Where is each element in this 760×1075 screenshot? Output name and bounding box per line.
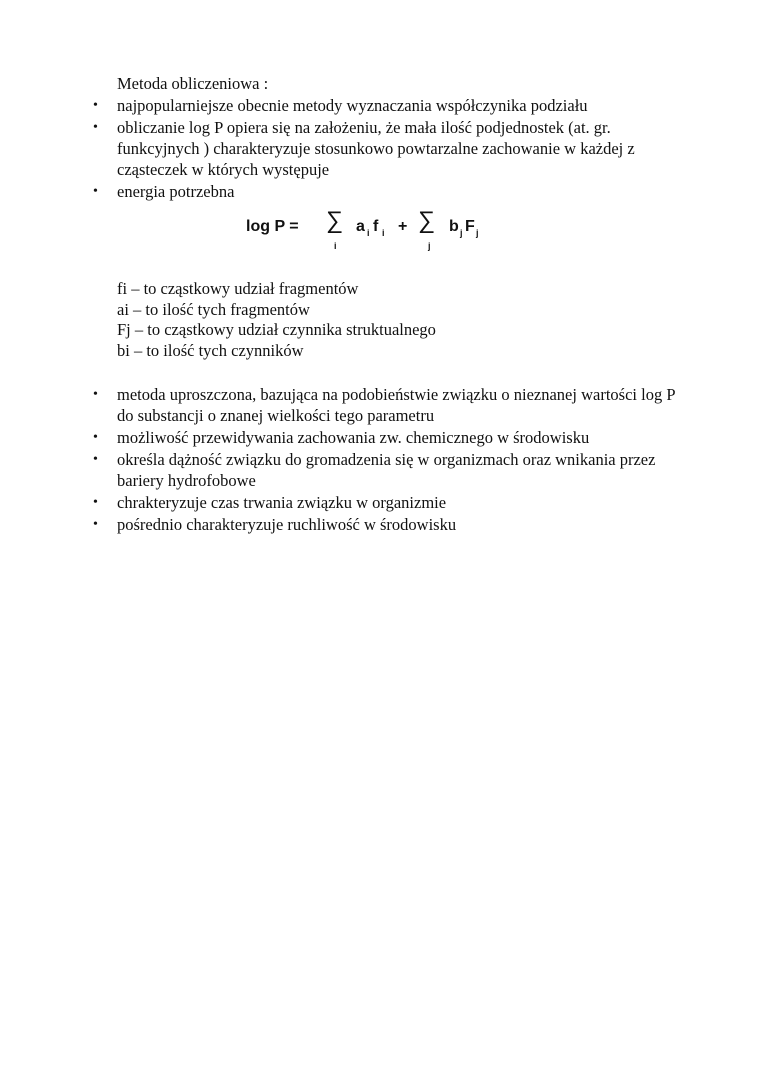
definition-line: fi – to cząstkowy udział fragmentów — [117, 279, 359, 298]
definition-line: Fj – to cząstkowy udział czynnika struktualnego — [117, 320, 436, 339]
list-item-text: metoda uproszczona, bazująca na podobieństwie związku o nieznanej wartości log P do substancji o znanej wielkości tego parametru — [117, 385, 675, 425]
list-item-text: chrakteryzuje czas trwania związku w organizmie — [117, 493, 447, 512]
bullet-icon: • — [93, 517, 98, 532]
term-f-subscript: i — [382, 228, 385, 238]
term-F: F — [465, 218, 475, 235]
formula-lhs: log P = — [246, 218, 299, 235]
list-item — [0, 427, 692, 448]
bullet-icon: • — [93, 120, 98, 135]
sum-index-i: i — [334, 241, 337, 251]
list-item-text: możliwość przewidywania zachowania zw. chemicznego w środowisku — [117, 428, 590, 447]
term-f: f — [373, 218, 379, 235]
bullet-icon: • — [93, 387, 98, 402]
list-item-text: najpopularniejsze obecnie metody wyznaczania współczynika podziału — [117, 96, 588, 115]
top-bullet-list — [0, 95, 760, 202]
term-a: a — [356, 218, 365, 235]
list-item — [0, 384, 692, 426]
list-item — [0, 449, 692, 491]
list-item-text: pośrednio charakteryzuje ruchliwość w środowisku — [117, 515, 457, 534]
definitions-block — [117, 279, 436, 361]
plus-sign: + — [398, 218, 408, 235]
definition-line: bi – to ilość tych czynników — [117, 340, 304, 360]
bullet-icon: • — [93, 452, 98, 467]
sum-sign-j: ∑ — [418, 207, 436, 234]
bullet-icon: • — [93, 184, 98, 199]
list-item — [0, 492, 692, 513]
bottom-bullet-list — [0, 384, 760, 535]
term-b: b — [449, 218, 459, 235]
bullet-icon: • — [93, 430, 98, 445]
term-a-subscript: i — [367, 228, 370, 238]
list-item — [0, 95, 692, 116]
term-b-subscript: j — [460, 228, 463, 238]
list-item-text: określa dążność związku do gromadzenia się w organizmach oraz wnikania przez bariery hydrofobowe — [117, 450, 656, 490]
list-item — [0, 514, 692, 535]
list-item — [0, 117, 692, 180]
bullet-icon: • — [93, 495, 98, 510]
list-item — [0, 181, 692, 202]
sum-sign-i: ∑ — [326, 207, 344, 234]
term-F-subscript: j — [476, 228, 479, 238]
sum-index-j: j — [428, 241, 431, 251]
list-item-text: obliczanie log P opiera się na założeniu, że mała ilość podjednostek (at. gr. funkcyjnych ) charakteryzuje stosunkowo powtarzalne zachowanie w każdej z cząsteczek w których występuje — [117, 118, 635, 179]
bullet-icon: • — [93, 98, 98, 113]
section-heading: Metoda obliczeniowa : — [117, 74, 269, 93]
list-item-text: energia potrzebna — [117, 182, 235, 201]
definition-line: ai – to ilość tych fragmentów — [117, 299, 310, 319]
